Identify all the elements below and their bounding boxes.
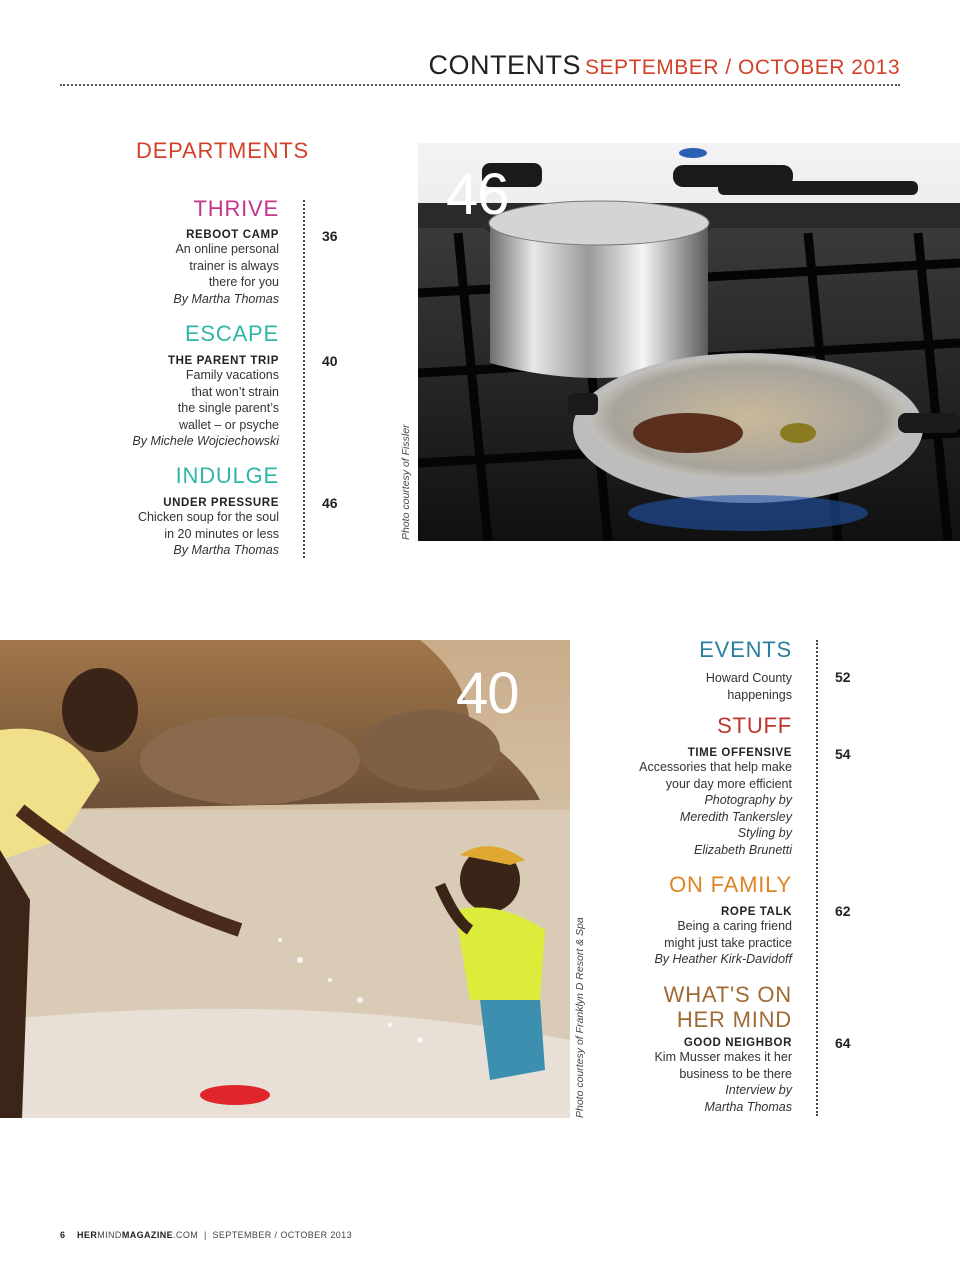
section-escape: ESCAPE xyxy=(184,321,279,346)
article-title: GOOD NEIGHBOR xyxy=(683,1037,792,1049)
footer-page-number: 6 xyxy=(60,1230,66,1240)
byline: Interview by xyxy=(725,1083,792,1097)
description-line: there for you xyxy=(208,275,279,289)
description-line: the single parent’s xyxy=(177,401,279,415)
article-description xyxy=(532,918,792,968)
page-header xyxy=(428,50,900,81)
feature-page-number: 46 xyxy=(446,162,509,227)
byline: By Heather Kirk-Davidoff xyxy=(654,952,792,966)
page-number[interactable]: 64 xyxy=(835,1035,851,1051)
article-time-offensive[interactable] xyxy=(532,747,792,858)
article-title: REBOOT CAMP xyxy=(186,229,279,241)
photo-credit: Photo courtesy of Franklyn D Resort & Spa xyxy=(574,917,586,1118)
article-title: UNDER PRESSURE xyxy=(163,497,279,509)
footer-issue: SEPTEMBER / OCTOBER 2013 xyxy=(212,1230,352,1240)
byline: Photography by xyxy=(704,793,792,807)
section-on-family: ON FAMILY xyxy=(669,872,792,897)
description-line: that won’t strain xyxy=(191,384,279,399)
page-number[interactable]: 62 xyxy=(835,903,851,919)
page-number[interactable]: 36 xyxy=(322,228,338,244)
article-reboot-camp[interactable] xyxy=(19,229,279,307)
description-line: your day more efficient xyxy=(665,776,792,791)
description-line: Family vacations xyxy=(185,368,279,382)
description-line: might just take practice xyxy=(664,935,792,950)
left-column-divider xyxy=(303,200,305,558)
description-line: Howard County xyxy=(705,671,792,685)
site-part: MIND xyxy=(97,1230,122,1240)
beach-photo xyxy=(0,640,570,1118)
site-part: MAGAZINE xyxy=(121,1230,174,1240)
section-title-line: HER MIND xyxy=(676,1007,792,1032)
description-line: An online personal xyxy=(175,242,279,256)
article-events[interactable] xyxy=(532,670,792,703)
description-line: Being a caring friend xyxy=(677,919,792,933)
byline: Meredith Tankersley xyxy=(679,809,792,824)
section-thrive: THRIVE xyxy=(193,196,279,221)
description-line: happenings xyxy=(727,687,792,702)
footer-separator: | xyxy=(203,1230,207,1240)
footer-site[interactable] xyxy=(77,1230,198,1240)
byline: By Michele Wojciechowski xyxy=(132,434,279,448)
article-under-pressure[interactable] xyxy=(19,497,279,559)
article-rope-talk[interactable] xyxy=(532,906,792,968)
section-stuff: STUFF xyxy=(717,713,792,738)
article-good-neighbor[interactable] xyxy=(532,1037,792,1115)
contents-label: CONTENTS xyxy=(428,50,581,80)
description-line: Accessories that help make xyxy=(639,760,792,774)
article-title: THE PARENT TRIP xyxy=(167,355,279,367)
description-line: in 20 minutes or less xyxy=(164,526,279,541)
description-line: Kim Musser makes it her xyxy=(654,1050,792,1064)
byline: By Martha Thomas xyxy=(173,291,279,306)
description-line: trainer is always xyxy=(189,258,279,273)
departments-heading: DEPARTMENTS xyxy=(136,138,310,163)
article-description xyxy=(19,509,279,559)
description-line: Chicken soup for the soul xyxy=(137,510,279,524)
feature-page-number: 40 xyxy=(456,661,519,726)
description-line: business to be there xyxy=(679,1066,792,1081)
stove-photo xyxy=(418,143,960,541)
header-divider xyxy=(60,84,900,86)
site-part: .COM xyxy=(173,1230,199,1240)
byline: Styling by xyxy=(737,826,792,840)
section-title-line: WHAT'S ON xyxy=(663,982,792,1007)
right-column-divider xyxy=(816,640,818,1116)
article-the-parent-trip[interactable] xyxy=(19,355,279,450)
article-description xyxy=(19,241,279,307)
article-description xyxy=(532,1049,792,1115)
page-footer xyxy=(60,1230,352,1240)
article-description xyxy=(532,759,792,858)
photo-credit: Photo courtesy of Fissler xyxy=(400,424,412,540)
section-whats-on-her-mind xyxy=(532,982,792,1032)
page-number[interactable]: 54 xyxy=(835,746,851,762)
article-title: ROPE TALK xyxy=(721,906,792,918)
byline: Martha Thomas xyxy=(704,1099,792,1114)
byline: Elizabeth Brunetti xyxy=(694,842,792,857)
site-part: HER xyxy=(77,1230,98,1240)
article-description xyxy=(19,367,279,450)
section-indulge: INDULGE xyxy=(175,463,279,488)
section-events: EVENTS xyxy=(699,637,792,662)
description-line: wallet – or psyche xyxy=(178,417,279,432)
issue-date: SEPTEMBER / OCTOBER 2013 xyxy=(584,56,900,79)
article-title: TIME OFFENSIVE xyxy=(687,747,792,759)
page-number[interactable]: 40 xyxy=(322,353,338,369)
page-number[interactable]: 46 xyxy=(322,495,338,511)
page-number[interactable]: 52 xyxy=(835,669,851,685)
byline: By Martha Thomas xyxy=(173,543,279,557)
